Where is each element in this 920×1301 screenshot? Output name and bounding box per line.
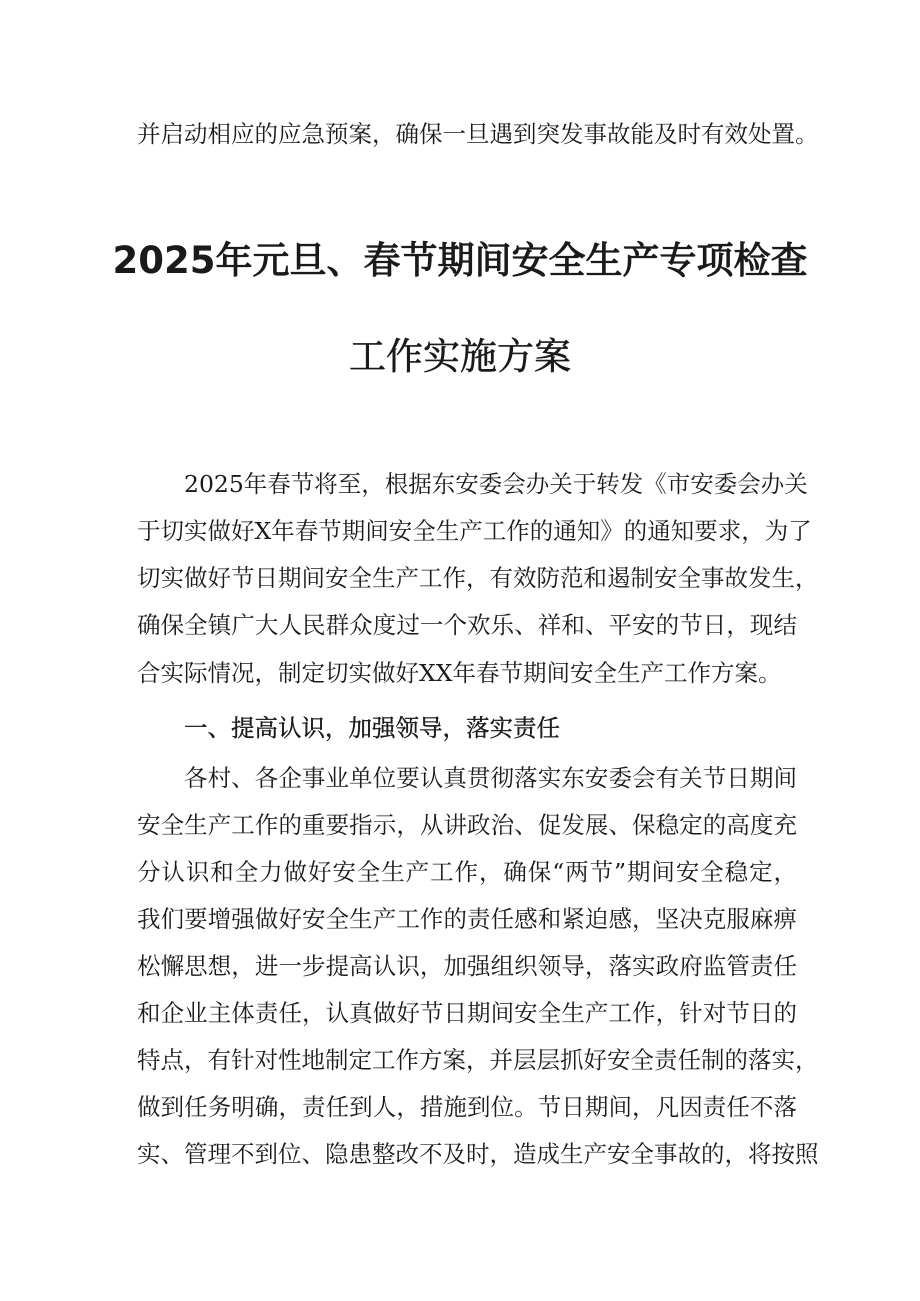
para1-line-2: 于切实做好X年春节期间安全生产工作的通知》的通知要求，为了 [137,517,812,545]
intro-tail-text: 并启动相应的应急预案，确保一旦遇到突发事故能及时有效处置。 [137,120,819,148]
document-title-line-2: 工作实施方案 [349,335,571,378]
para1-line-3: 切实做好节日期间安全生产工作，有效防范和遏制安全事故发生， [137,564,819,592]
para2-line-5: 松懈思想，进一步提高认识，加强组织领导，落实政府监管责任 [137,952,797,980]
para2-line-9: 实、管理不到位、隐患整改不及时，造成生产安全事故的，将按照 [137,1140,819,1168]
para2-line-7: 特点，有针对性地制定工作方案，并层层抓好安全责任制的落实， [137,1046,819,1074]
para1-line-1: 2025年春节将至，根据东安委会办关于转发《市安委会办关 [184,470,808,498]
para1-line-5: 合实际情况，制定切实做好XX年春节期间安全生产工作方案。 [137,659,782,687]
para2-line-8: 做到任务明确，责任到人，措施到位。节日期间，凡因责任不落 [137,1093,797,1121]
para2-line-3: 分认识和全力做好安全生产工作，确保“两节”期间安全稳定， [137,858,797,886]
para2-line-6: 和企业主体责任，认真做好节日期间安全生产工作，针对节日的 [137,999,797,1027]
section-1-heading: 一、提高认识，加强领导，落实责任 [184,714,560,742]
para2-line-1: 各村、各企事业单位要认真贯彻落实东安委会有关节日期间 [184,764,797,792]
para2-line-2: 安全生产工作的重要指示，从讲政治、促发展、保稳定的高度充 [137,811,797,839]
para2-line-4: 我们要增强做好安全生产工作的责任感和紧迫感，坚决克服麻痹 [137,905,797,933]
document-title-line-1: 2025年元旦、春节期间安全生产专项检查 [112,239,808,282]
para1-line-4: 确保全镇广大人民群众度过一个欢乐、祥和、平安的节日，现结 [137,611,797,639]
